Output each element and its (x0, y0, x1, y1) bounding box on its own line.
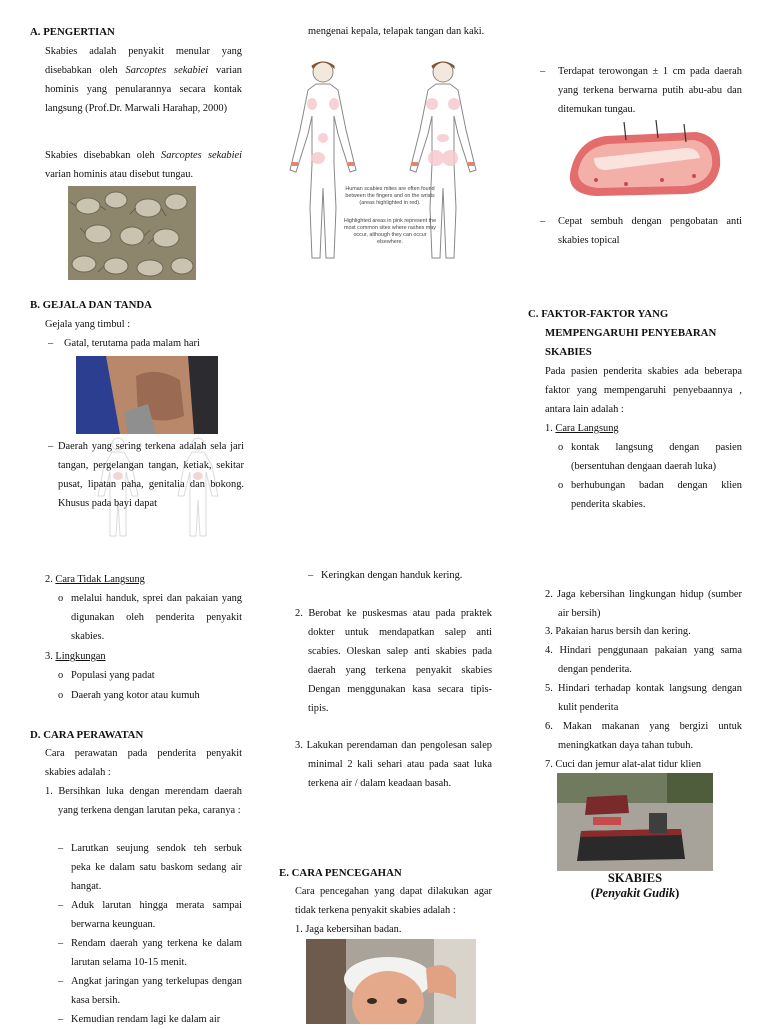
dash-bullet-icon: – (48, 441, 54, 452)
section-c-item-1-bullet-1: o kontak langsung dengan pasien (bersentuhan dengaan daerah luka) (558, 438, 742, 476)
section-b-item-1: – Gatal, terutama pada malam hari (48, 334, 244, 353)
circle-bullet-icon: o (558, 442, 564, 453)
section-e-intro: Cara pencegahan yang dapat dilakukan agar tidak terkena penyakit skabies adalah : (295, 886, 492, 916)
section-e-item-6: 6. Makan makanan yang bergizi untuk meningkatkan daya tahan tubuh. (545, 721, 742, 751)
leaflet-cover-subtitle: (Penyakit Gudik) (590, 886, 680, 900)
child-bathing-photo (306, 939, 476, 1024)
body-map-figure (278, 58, 490, 270)
section-e-item-7: 7. Cuci dan jemur alat-alat tidur klien (545, 759, 702, 770)
circle-bullet-icon: o (58, 690, 64, 701)
skin-burrow-illustration (566, 118, 724, 202)
col3-list-item-1: – Terdapat terowongan ± 1 cm pada daerah yang terkena berwarna putih abu-abu dan ditemukan tungau. (540, 62, 742, 119)
section-d-sub-2: – Aduk larutan hingga merata sampai berwarna keunguan. (58, 896, 242, 934)
col1-item-2-bullet-1: o melalui handuk, sprei dan pakaian yang digunakan oleh penderita penyakit skabies. (58, 589, 242, 646)
body-map-note-1: Human scabies mites are often found between the fingers and on the wrists (areas highlighted in red). (345, 186, 435, 206)
section-d-sub-5: – Kemudian rendam lagi ke dalam air (58, 1010, 242, 1029)
section-d-step-2: 2. Berobat ke puskesmas atau pada praktek dokter untuk mendapatkan salep anti scabies. Oleskan salep anti skabies pada daerah yang terkena penyakit skabies Dengan menggunakan kasa secara tipis-tipis. (295, 608, 492, 714)
dash-bullet-icon: – (308, 570, 314, 581)
section-c-heading-line-2: MEMPENGARUHI PENYEBARAN (545, 327, 717, 339)
section-d-step-3: 3. Lakukan perendaman dan pengolesan salep minimal 2 kali sehari atau pada saat luka terkena air / dalam keadaan basah. (295, 740, 492, 789)
mattress-drying-photo (557, 773, 713, 871)
section-d-intro: Cara perawatan pada penderita penyakit skabies adalah : (45, 748, 242, 778)
dash-bullet-icon: – (540, 216, 546, 227)
col1-item-3-bullet-1: o Populasi yang padat (58, 666, 242, 685)
dash-bullet-icon: – (540, 66, 546, 77)
section-b-item-2: – Daerah yang sering terkena adalah sela jari tangan, pergelangan tangan, ketiak, sekitar pusat, lipatan paha, genitalia dan bokong. Khusus pada bayi dapat (48, 437, 244, 513)
dash-bullet-icon: – (58, 976, 64, 987)
section-e-item-4: 4. Hindari penggunaan pakaian yang sama dengan penderita. (545, 645, 742, 675)
dash-bullet-icon: – (58, 900, 64, 911)
section-c-heading-line-1: C. FAKTOR-FAKTOR YANG (528, 308, 669, 320)
section-e-item-5: 5. Hindari terhadap kontak langsung dengan kulit penderita (545, 683, 742, 713)
dash-bullet-icon: – (48, 338, 54, 349)
section-a-paragraph-2: Skabies disebabkan oleh Sarcoptes sekabiei varian hominis atau disebut tungau. (45, 150, 243, 180)
section-c-item-1-title: 1. Cara Langsung (545, 423, 619, 434)
dash-bullet-icon: – (58, 1014, 64, 1025)
section-c-item-1-bullet-2: o berhubungan badan dengan klien penderita skabies. (558, 476, 742, 514)
section-e-heading: E. CARA PENCEGAHAN (279, 867, 402, 879)
col1-item-3-title: 3. Lingkungan (45, 651, 106, 662)
section-d-sub-4: – Angkat jaringan yang terkelupas dengan kasa bersih. (58, 972, 242, 1010)
section-a-paragraph-1: Skabies adalah penyakit menular yang disebabkan oleh Sarcoptes sekabiei varian hominis yang penularannya secara kontak langsung (Prof.Dr. Marwali Harahap, 2000) (45, 46, 242, 114)
dash-bullet-icon: – (58, 938, 64, 949)
circle-bullet-icon: o (58, 670, 64, 681)
section-e-item-2: 2. Jaga kebersihan lingkungan hidup (sumber air bersih) (545, 589, 742, 619)
section-c-intro: Pada pasien penderita skabies ada beberapa faktor yang mempengaruhi penyebaannya , antara lain adalah : (545, 366, 742, 415)
col2-continuation-text: mengenai kepala, telapak tangan dan kaki. (308, 26, 485, 37)
section-e-item-1: 1. Jaga kebersihan badan. (295, 924, 402, 935)
circle-bullet-icon: o (58, 593, 64, 604)
col3-list-item-2: – Cepat sembuh dengan pengobatan anti skabies topical (540, 212, 742, 250)
leaflet-cover-title: SKABIES (607, 871, 663, 885)
section-c-heading-line-3: SKABIES (545, 346, 592, 358)
section-b-heading: B. GEJALA DAN TANDA (30, 299, 152, 311)
circle-bullet-icon: o (558, 480, 564, 491)
col1-item-2-title: 2. Cara Tidak Langsung (45, 574, 145, 585)
section-d-step-1: 1. Bersihkan luka dengan merendam daerah yang terkena dengan larutan peka, caranya : (45, 786, 242, 816)
scratching-photo (76, 356, 218, 434)
section-d-sub-3: – Rendam daerah yang terkena ke dalam larutan selama 10-15 menit. (58, 934, 242, 972)
section-d-heading: D. CARA PERAWATAN (30, 729, 144, 741)
section-b-intro: Gejala yang timbul : (45, 319, 131, 330)
section-a-heading: A. PENGERTIAN (30, 26, 115, 38)
section-d-sub-1: – Larutkan seujung sendok teh serbuk peka ke dalam satu baskom sedang air hangat. (58, 839, 242, 896)
dash-bullet-icon: – (58, 843, 64, 854)
body-map-note-2: Highlighted areas in pink represent the most common sites where rashes may occur, although they can occur elsewhere. (343, 218, 437, 245)
mites-photo (68, 186, 196, 280)
section-e-item-3: 3. Pakaian harus bersih dan kering. (545, 626, 691, 637)
section-d-sub-6: – Keringkan dengan handuk kering. (308, 566, 492, 585)
col1-item-3-bullet-2: o Daerah yang kotor atau kumuh (58, 686, 242, 705)
